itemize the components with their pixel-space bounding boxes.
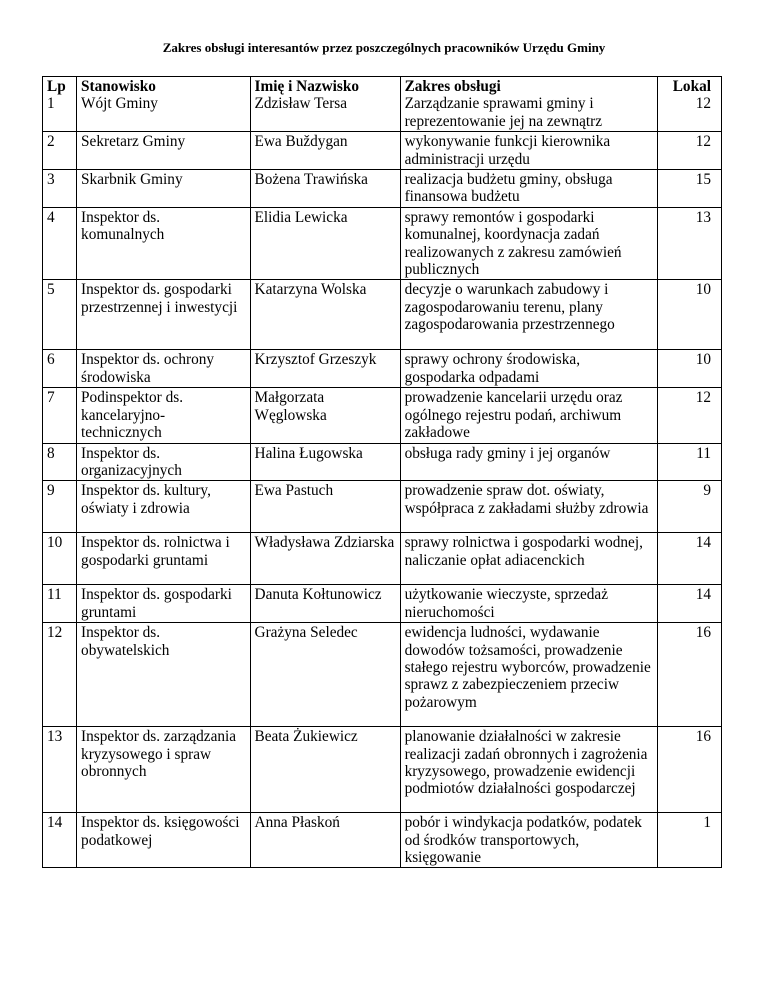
value-lp: 13 [47, 728, 63, 746]
value-imie: Ewa Pastuch [254, 482, 334, 500]
cell-lp [43, 350, 77, 388]
value-zakres: sprawy ochrony środowiska, gospodarka odpadami [404, 351, 581, 386]
cell-imie [250, 813, 400, 868]
value-lp: 8 [47, 444, 55, 462]
cell-lokal [658, 727, 722, 813]
value-zakres: decyzje o warunkach zabudowy i zagospodarowaniu terenu, plany zagospodarowania przestrzennego [404, 281, 615, 334]
cell-imie [250, 727, 400, 813]
value-lp: 4 [47, 208, 55, 226]
value-lp: 6 [47, 351, 55, 369]
cell-lp [43, 443, 77, 481]
cell-stanowisko [77, 132, 250, 170]
table-row [43, 623, 722, 727]
cell-lokal [658, 623, 722, 727]
cell-stanowisko [77, 388, 250, 443]
value-stanowisko: Sekretarz Gminy [81, 133, 186, 151]
cell-lp [43, 585, 77, 623]
header-lokal: Lokal [672, 78, 711, 95]
value-stanowisko: Inspektor ds. księgowości podatkowej [81, 814, 240, 849]
document-title: Zakres obsługi interesantów przez poszczególnych pracowników Urzędu Gminy [162, 40, 606, 55]
cell-lokal [658, 170, 722, 208]
cell-lp [43, 533, 77, 585]
value-imie: Halina Ługowska [254, 444, 363, 462]
cell-stanowisko [77, 207, 250, 280]
cell-zakres [400, 623, 658, 727]
value-lp: 11 [47, 586, 62, 604]
value-zakres: obsługa rady gminy i jej organów [404, 444, 611, 462]
value-zakres: planowanie działalności w zakresie realizacji zadań obronnych i zagrożenia kryzysowego, prowadzenie ewidencji podmiotów działalności gospodarczej [404, 728, 648, 798]
cell-imie [250, 443, 400, 481]
value-lokal: 13 [695, 208, 711, 226]
cell-zakres [400, 533, 658, 585]
value-stanowisko: Inspektor ds. kultury, oświaty i zdrowia [81, 482, 211, 517]
table-row [43, 350, 722, 388]
staff-table [42, 76, 722, 868]
table-row [43, 132, 722, 170]
value-zakres: pobór i windykacja podatków, podatek od środków transportowych, księgowanie [404, 814, 642, 866]
cell-lokal [658, 132, 722, 170]
value-lokal: 12 [695, 389, 711, 407]
value-stanowisko: Inspektor ds. gospodarki gruntami [81, 586, 232, 621]
value-zakres: użytkowanie wieczyste, sprzedaż nieruchomości [404, 586, 609, 621]
value-lokal: 10 [695, 281, 711, 299]
cell-stanowisko [77, 623, 250, 727]
value-imie: Elidia Lewicka [254, 208, 348, 226]
table-row [43, 170, 722, 208]
header-stanowisko: Stanowisko [81, 78, 156, 95]
value-lp: 10 [47, 534, 63, 552]
value-imie: Ewa Buždygan [254, 133, 348, 151]
value-lokal: 12 [695, 95, 711, 113]
cell-lokal [658, 77, 722, 132]
value-lokal: 14 [695, 534, 711, 552]
cell-lokal [658, 481, 722, 533]
cell-lp [43, 813, 77, 868]
value-stanowisko: Inspektor ds. komunalnych [81, 208, 165, 244]
cell-imie [250, 585, 400, 623]
value-zakres: realizacja budżetu gminy, obsługa finansowa budżetu [404, 171, 613, 206]
cell-stanowisko [77, 170, 250, 208]
table-row [43, 280, 722, 350]
value-imie: Bożena Trawińska [254, 171, 368, 189]
cell-stanowisko [77, 813, 250, 868]
value-imie: Władysława Zdziarska [254, 534, 395, 552]
value-zakres: prowadzenie kancelarii urzędu oraz ogólnego rejestru podań, archiwum zakładowe [404, 389, 623, 442]
table-row [43, 727, 722, 813]
cell-lp [43, 207, 77, 280]
cell-imie [250, 623, 400, 727]
value-lokal: 12 [695, 133, 711, 151]
value-stanowisko: Inspektor ds. ochrony środowiska [81, 351, 215, 386]
value-lp: 9 [47, 482, 55, 500]
cell-lokal [658, 533, 722, 585]
header-zakres: Zakres obsługi [404, 78, 501, 95]
value-stanowisko: Inspektor ds. gospodarki przestrzennej i inwestycji [81, 281, 238, 316]
cell-zakres [400, 813, 658, 868]
value-lokal: 14 [695, 586, 711, 604]
value-imie: Danuta Kołtunowicz [254, 586, 382, 604]
cell-lp [43, 727, 77, 813]
cell-lokal [658, 443, 722, 481]
table-row [43, 443, 722, 481]
value-zakres: wykonywanie funkcji kierownika administracji urzędu [404, 133, 611, 168]
cell-imie [250, 280, 400, 350]
cell-zakres [400, 207, 658, 280]
value-stanowisko: Skarbnik Gminy [81, 171, 183, 189]
value-stanowisko: Inspektor ds. rolnictwa i gospodarki gruntami [81, 534, 230, 569]
cell-lp [43, 388, 77, 443]
cell-zakres [400, 727, 658, 813]
table-row [43, 813, 722, 868]
value-imie: Grażyna Seledec [254, 624, 358, 642]
cell-lokal [658, 585, 722, 623]
value-imie: Krzysztof Grzeszyk [254, 351, 377, 369]
cell-stanowisko [77, 77, 250, 132]
value-imie: Zdzisław Tersa [254, 95, 348, 113]
cell-lp [43, 77, 77, 132]
value-zakres: Zarządzanie sprawami gminy i reprezentowanie jej na zewnątrz [404, 95, 603, 130]
cell-zakres [400, 280, 658, 350]
cell-stanowisko [77, 350, 250, 388]
value-zakres: sprawy remontów i gospodarki komunalnej, koordynacja zadań realizowanych z zakresu zamówień publicznych [404, 208, 622, 279]
cell-imie [250, 132, 400, 170]
value-lp: 2 [47, 133, 55, 151]
value-lokal: 1 [703, 814, 711, 832]
value-lp: 5 [47, 281, 55, 299]
table-row [43, 585, 722, 623]
table-row [43, 533, 722, 585]
cell-imie [250, 207, 400, 280]
value-zakres: sprawy rolnictwa i gospodarki wodnej, naliczanie opłat adiacenckich [404, 534, 643, 569]
value-stanowisko: Podinspektor ds. kancelaryjno-technicznych [81, 389, 184, 442]
value-stanowisko: Wójt Gminy [81, 95, 158, 113]
cell-lp [43, 132, 77, 170]
cell-stanowisko [77, 443, 250, 481]
value-zakres: ewidencja ludności, wydawanie dowodów tożsamości, prowadzenie stałego rejestru wyborców, prowadzenie sprawz z zabezpieczeniem przeciw pożarowym [404, 624, 651, 711]
table-row [43, 207, 722, 280]
value-lokal: 16 [695, 728, 711, 746]
cell-lp [43, 481, 77, 533]
value-lp: 14 [47, 814, 63, 832]
cell-zakres [400, 350, 658, 388]
table-row [43, 388, 722, 443]
value-lokal: 16 [695, 624, 711, 642]
cell-lp [43, 623, 77, 727]
cell-stanowisko [77, 727, 250, 813]
value-imie: Małgorzata Węglowska [254, 389, 327, 424]
value-lp: 3 [47, 171, 55, 189]
cell-imie [250, 388, 400, 443]
cell-zakres [400, 132, 658, 170]
cell-lokal [658, 813, 722, 868]
value-stanowisko: Inspektor ds. zarządzania kryzysowego i spraw obronnych [81, 728, 237, 780]
value-stanowisko: Inspektor ds. organizacyjnych [81, 444, 182, 479]
value-lp: 12 [47, 624, 63, 642]
cell-zakres [400, 170, 658, 208]
cell-stanowisko [77, 280, 250, 350]
cell-lokal [658, 207, 722, 280]
value-lokal: 15 [695, 171, 711, 189]
cell-lokal [658, 350, 722, 388]
cell-stanowisko [77, 585, 250, 623]
header-imie: Imię i Nazwisko [254, 78, 360, 95]
cell-imie [250, 350, 400, 388]
cell-zakres [400, 585, 658, 623]
cell-stanowisko [77, 533, 250, 585]
table-row [43, 481, 722, 533]
cell-lokal [658, 388, 722, 443]
cell-zakres [400, 443, 658, 481]
cell-imie [250, 170, 400, 208]
cell-lp [43, 170, 77, 208]
value-zakres: prowadzenie spraw dot. oświaty, współpraca z zakładami służby zdrowia [404, 482, 649, 517]
value-lokal: 10 [695, 351, 711, 369]
cell-zakres [400, 481, 658, 533]
cell-imie [250, 481, 400, 533]
value-imie: Anna Płaskoń [254, 814, 340, 832]
cell-lp [43, 280, 77, 350]
cell-imie [250, 77, 400, 132]
value-lokal: 9 [703, 482, 711, 500]
value-imie: Beata Żukiewicz [254, 728, 358, 746]
cell-zakres [400, 77, 658, 132]
value-stanowisko: Inspektor ds. obywatelskich [81, 624, 170, 659]
value-lokal: 11 [696, 444, 711, 462]
cell-lokal [658, 280, 722, 350]
table-row [43, 77, 722, 132]
header-lp: Lp [47, 78, 66, 95]
value-imie: Katarzyna Wolska [254, 281, 367, 299]
cell-zakres [400, 388, 658, 443]
cell-stanowisko [77, 481, 250, 533]
value-lp: 1 [47, 95, 55, 113]
cell-imie [250, 533, 400, 585]
value-lp: 7 [47, 389, 55, 407]
